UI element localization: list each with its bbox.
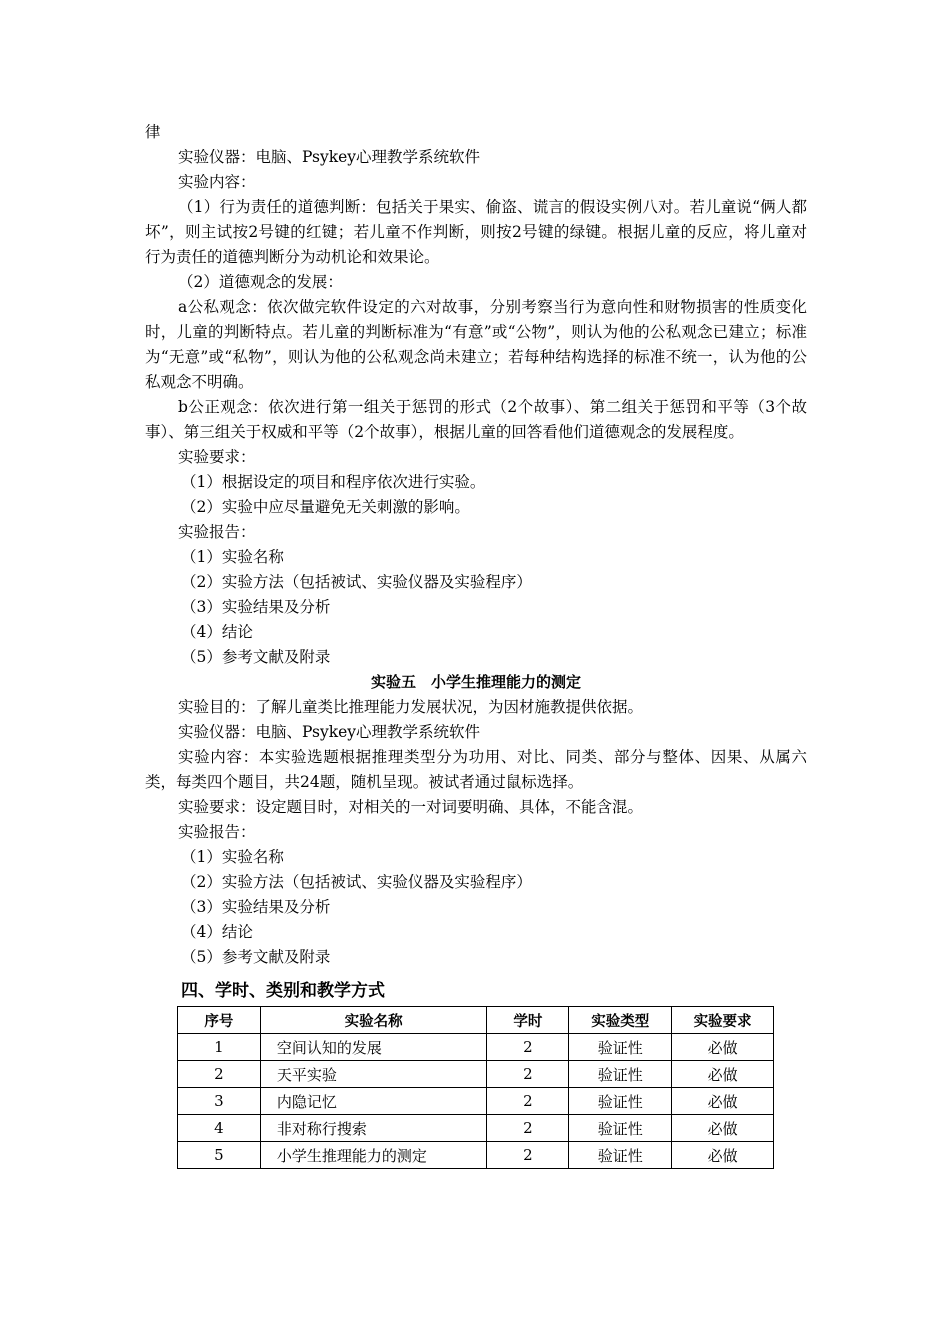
list-item: （2）实验方法（包括被试、实验仪器及实验程序） [181, 573, 532, 591]
cell-hours: 2 [487, 1088, 569, 1115]
list-item: （2）实验方法（包括被试、实验仪器及实验程序） [181, 873, 532, 891]
cell-index: 3 [178, 1088, 261, 1115]
header-type: 实验类型 [569, 1007, 672, 1034]
list-item: （4）结论 [181, 623, 253, 641]
list-item: （1）根据设定的项目和程序依次进行实验。 [181, 473, 486, 491]
table-row [178, 1088, 774, 1115]
list-item: （4）结论 [181, 923, 253, 941]
list-item: （1）实验名称 [181, 548, 284, 566]
cell-requirement: 必做 [672, 1115, 774, 1142]
cell-name: 天平实验 [260, 1061, 487, 1088]
cell-hours: 2 [487, 1061, 569, 1088]
list-item: （1）实验名称 [181, 848, 284, 866]
cell-index: 4 [178, 1115, 261, 1142]
cell-type: 验证性 [569, 1088, 672, 1115]
table-row [178, 1115, 774, 1142]
cell-requirement: 必做 [672, 1034, 774, 1061]
section-title: 四、学时、类别和教学方式 [181, 981, 385, 1001]
paragraph: 律 [145, 123, 161, 141]
table-row [178, 1061, 774, 1088]
table-header-row [178, 1007, 774, 1034]
cell-name: 空间认知的发展 [260, 1034, 487, 1061]
list-item: （3）实验结果及分析 [181, 598, 331, 616]
paragraph: 实验目的：了解儿童类比推理能力发展状况，为因材施教提供依据。 [178, 698, 644, 716]
cell-name: 小学生推理能力的测定 [260, 1142, 487, 1169]
document-page [145, 120, 807, 1169]
paragraph: 实验要求：设定题目时，对相关的一对词要明确、具体，不能含混。 [178, 798, 644, 816]
cell-hours: 2 [487, 1034, 569, 1061]
cell-index: 5 [178, 1142, 261, 1169]
header-hours: 学时 [487, 1007, 569, 1034]
experiment-heading: 实验五 小学生推理能力的测定 [370, 673, 581, 691]
paragraph: （2）道德观念的发展： [178, 273, 343, 291]
paragraph: b公正观念：依次进行第一组关于惩罚的形式（2个故事）、第二组关于惩罚和平等（3个故事）、第三组关于权威和平等（2个故事），根据儿童的回答看他们道德观念的发展程度。 [145, 398, 807, 441]
cell-hours: 2 [487, 1142, 569, 1169]
paragraph: 实验要求： [178, 448, 256, 466]
paragraph: 实验内容：本实验选题根据推理类型分为功用、对比、同类、部分与整体、因果、从属六类，每类四个题目，共24题，随机呈现。被试者通过鼠标选择。 [145, 748, 807, 791]
list-item: （2）实验中应尽量避免无关刺激的影响。 [181, 498, 470, 516]
table-row [178, 1142, 774, 1169]
paragraph: a公私观念：依次做完软件设定的六对故事，分别考察当行为意向性和财物损害的性质变化时，儿童的判断特点。若儿童的判断标准为“有意”或“公物”，则认为他的公私观念已建立；标准为“无意”或“私物”，则认为他的公私观念尚未建立；若每种结构选择的标准不统一，认为他的公私观念不明确。 [145, 298, 807, 391]
list-item: （5）参考文献及附录 [181, 948, 331, 966]
header-name: 实验名称 [260, 1007, 487, 1034]
cell-hours: 2 [487, 1115, 569, 1142]
paragraph: 实验仪器：电脑、Psykey心理教学系统软件 [178, 148, 481, 166]
cell-name: 内隐记忆 [260, 1088, 487, 1115]
cell-type: 验证性 [569, 1142, 672, 1169]
cell-index: 2 [178, 1061, 261, 1088]
list-item: （3）实验结果及分析 [181, 898, 331, 916]
cell-requirement: 必做 [672, 1088, 774, 1115]
paragraph: 实验报告： [178, 823, 256, 841]
paragraph: （1）行为责任的道德判断：包括关于果实、偷盗、谎言的假设实例八对。若儿童说“俩人都坏”，则主试按2号键的红键；若儿童不作判断，则按2号键的绿键。根据儿童的反应，将儿童对行为责任的道德判断分为动机论和效果论。 [145, 198, 807, 266]
cell-type: 验证性 [569, 1115, 672, 1142]
paragraph: 实验仪器：电脑、Psykey心理教学系统软件 [178, 723, 481, 741]
cell-index: 1 [178, 1034, 261, 1061]
cell-name: 非对称行搜索 [260, 1115, 487, 1142]
paragraph: 实验内容： [178, 173, 256, 191]
header-requirement: 实验要求 [672, 1007, 774, 1034]
list-item: （5）参考文献及附录 [181, 648, 331, 666]
table-row [178, 1034, 774, 1061]
hours-table [177, 1006, 774, 1169]
cell-requirement: 必做 [672, 1061, 774, 1088]
header-index: 序号 [178, 1007, 261, 1034]
cell-requirement: 必做 [672, 1142, 774, 1169]
paragraph: 实验报告： [178, 523, 256, 541]
cell-type: 验证性 [569, 1061, 672, 1088]
cell-type: 验证性 [569, 1034, 672, 1061]
